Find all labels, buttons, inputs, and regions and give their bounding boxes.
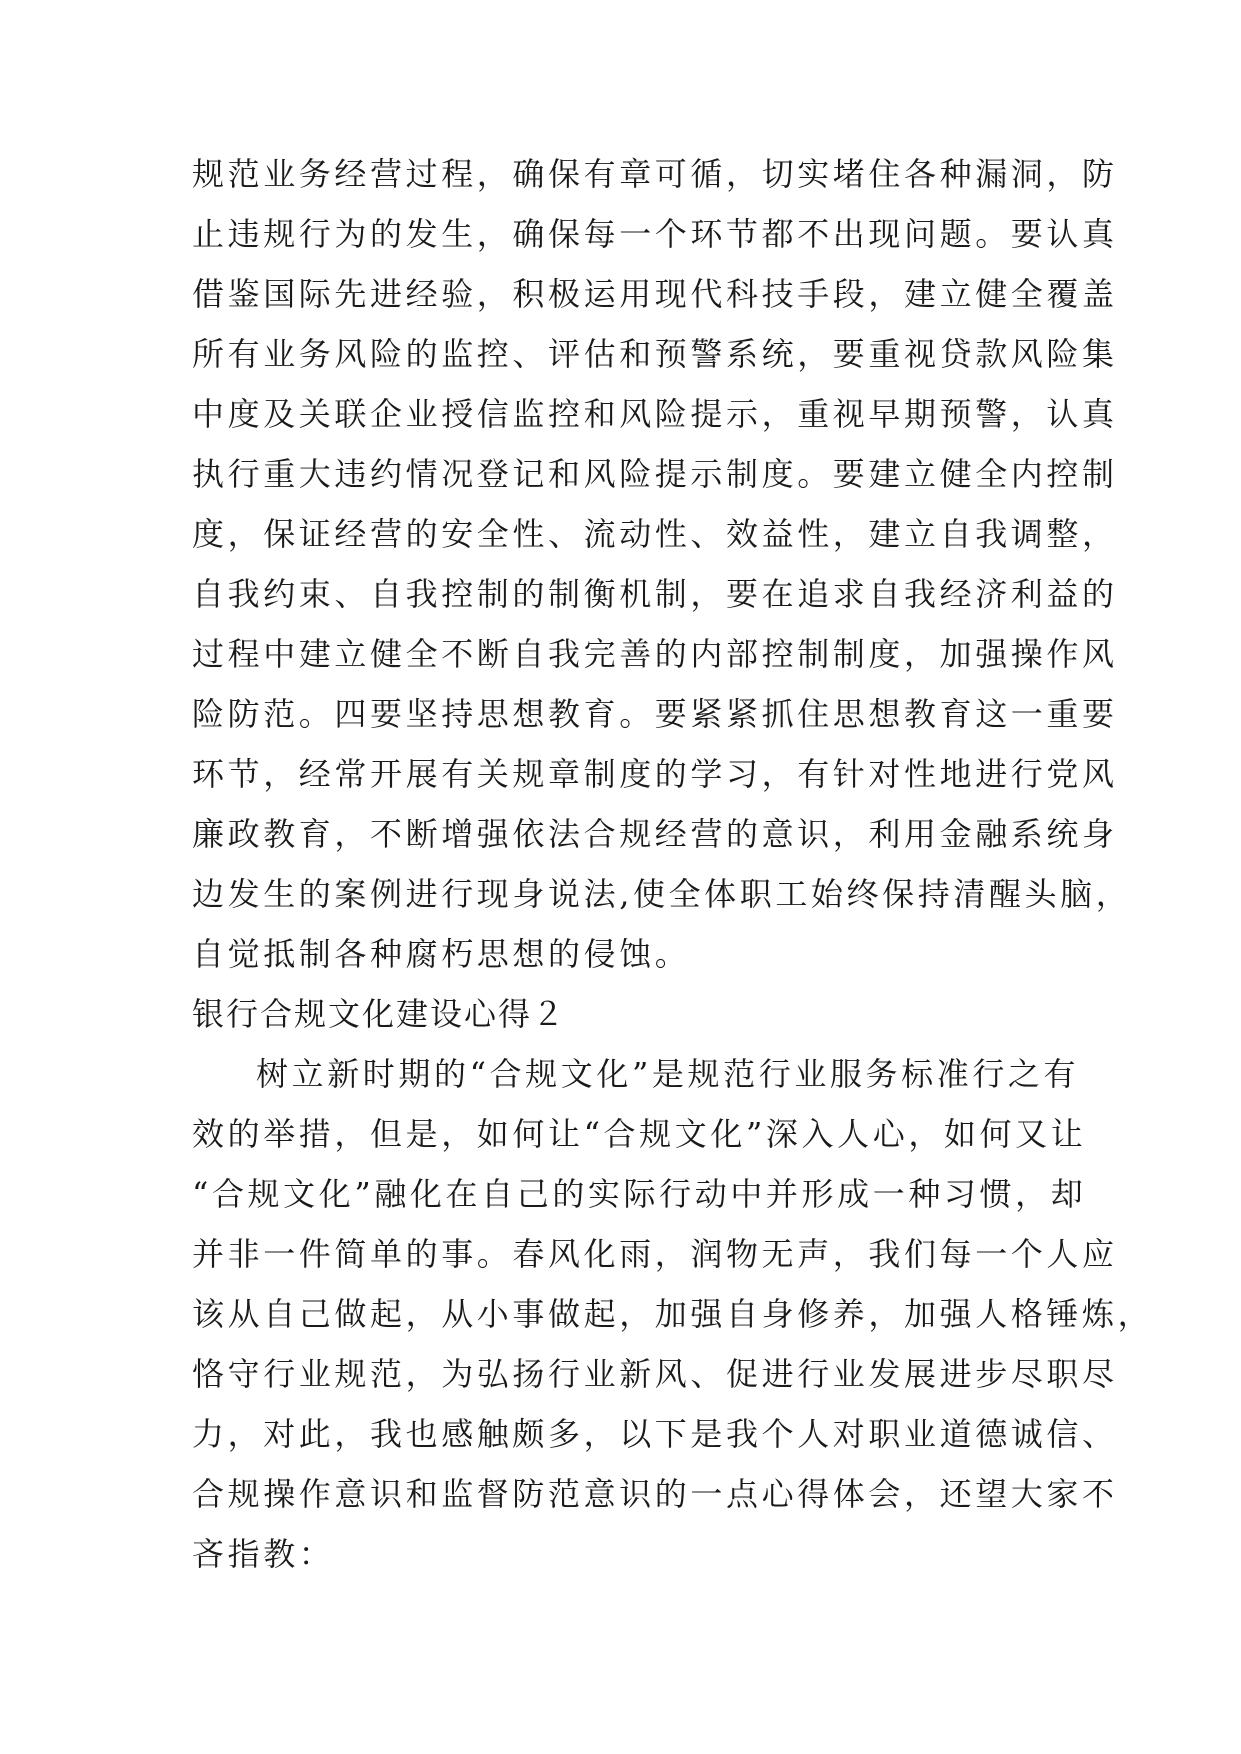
paragraph-line: “合规文化”融化在自己的实际行动中并形成一种习惯，却 — [192, 1175, 1087, 1213]
paragraph-line: 中度及关联企业授信监控和风险提示，重视早期预警，认真 — [192, 395, 1118, 433]
paragraph-line: 度，保证经营的安全性、流动性、效益性，建立自我调整， — [192, 515, 1118, 553]
paragraph-line: 边发生的案例进行现身说法,使全体职工始终保持清醒头脑， — [192, 875, 1132, 913]
paragraph-line: 吝指教： — [192, 1535, 335, 1573]
paragraph-line: 借鉴国际先进经验，积极运用现代科技手段，建立健全覆盖 — [192, 275, 1118, 313]
paragraph-line: 合规操作意识和监督防范意识的一点心得体会，还望大家不 — [192, 1475, 1118, 1513]
paragraph-line: 所有业务风险的监控、评估和预警系统，要重视贷款风险集 — [192, 335, 1118, 373]
section-title: 银行合规文化建设心得２ — [192, 995, 567, 1033]
paragraph-line: 树立新时期的“合规文化”是规范行业服务标准行之有 — [256, 1055, 1080, 1093]
paragraph-line: 自我约束、自我控制的制衡机制，要在追求自我经济利益的 — [192, 575, 1118, 613]
paragraph-line: 环节，经常开展有关规章制度的学习，有针对性地进行党风 — [192, 755, 1118, 793]
paragraph-line: 力，对此，我也感触颇多，以下是我个人对职业道德诚信、 — [192, 1415, 1118, 1453]
paragraph-line: 该从自己做起，从小事做起，加强自身修养，加强人格锤炼， — [192, 1295, 1154, 1333]
paragraph-line: 险防范。四要坚持思想教育。要紧紧抓住思想教育这一重要 — [192, 695, 1118, 733]
paragraph-line: 执行重大违约情况登记和风险提示制度。要建立健全内控制 — [192, 455, 1118, 493]
paragraph-line: 自觉抵制各种腐朽思想的侵蚀。 — [192, 935, 691, 973]
paragraph-line: 过程中建立健全不断自我完善的内部控制制度，加强操作风 — [192, 635, 1118, 673]
paragraph-line: 廉政教育，不断增强依法合规经营的意识，利用金融系统身 — [192, 815, 1118, 853]
paragraph-line: 规范业务经营过程，确保有章可循，切实堵住各种漏洞，防 — [192, 155, 1118, 193]
paragraph-line: 并非一件简单的事。春风化雨，润物无声，我们每一个人应 — [192, 1235, 1118, 1273]
paragraph-line: 止违规行为的发生，确保每一个环节都不出现问题。要认真 — [192, 215, 1118, 253]
paragraph-line: 效的举措，但是，如何让“合规文化”深入人心，如何又让 — [192, 1115, 1087, 1153]
paragraph-line: 恪守行业规范，为弘扬行业新风、促进行业发展进步尽职尽 — [192, 1355, 1118, 1393]
